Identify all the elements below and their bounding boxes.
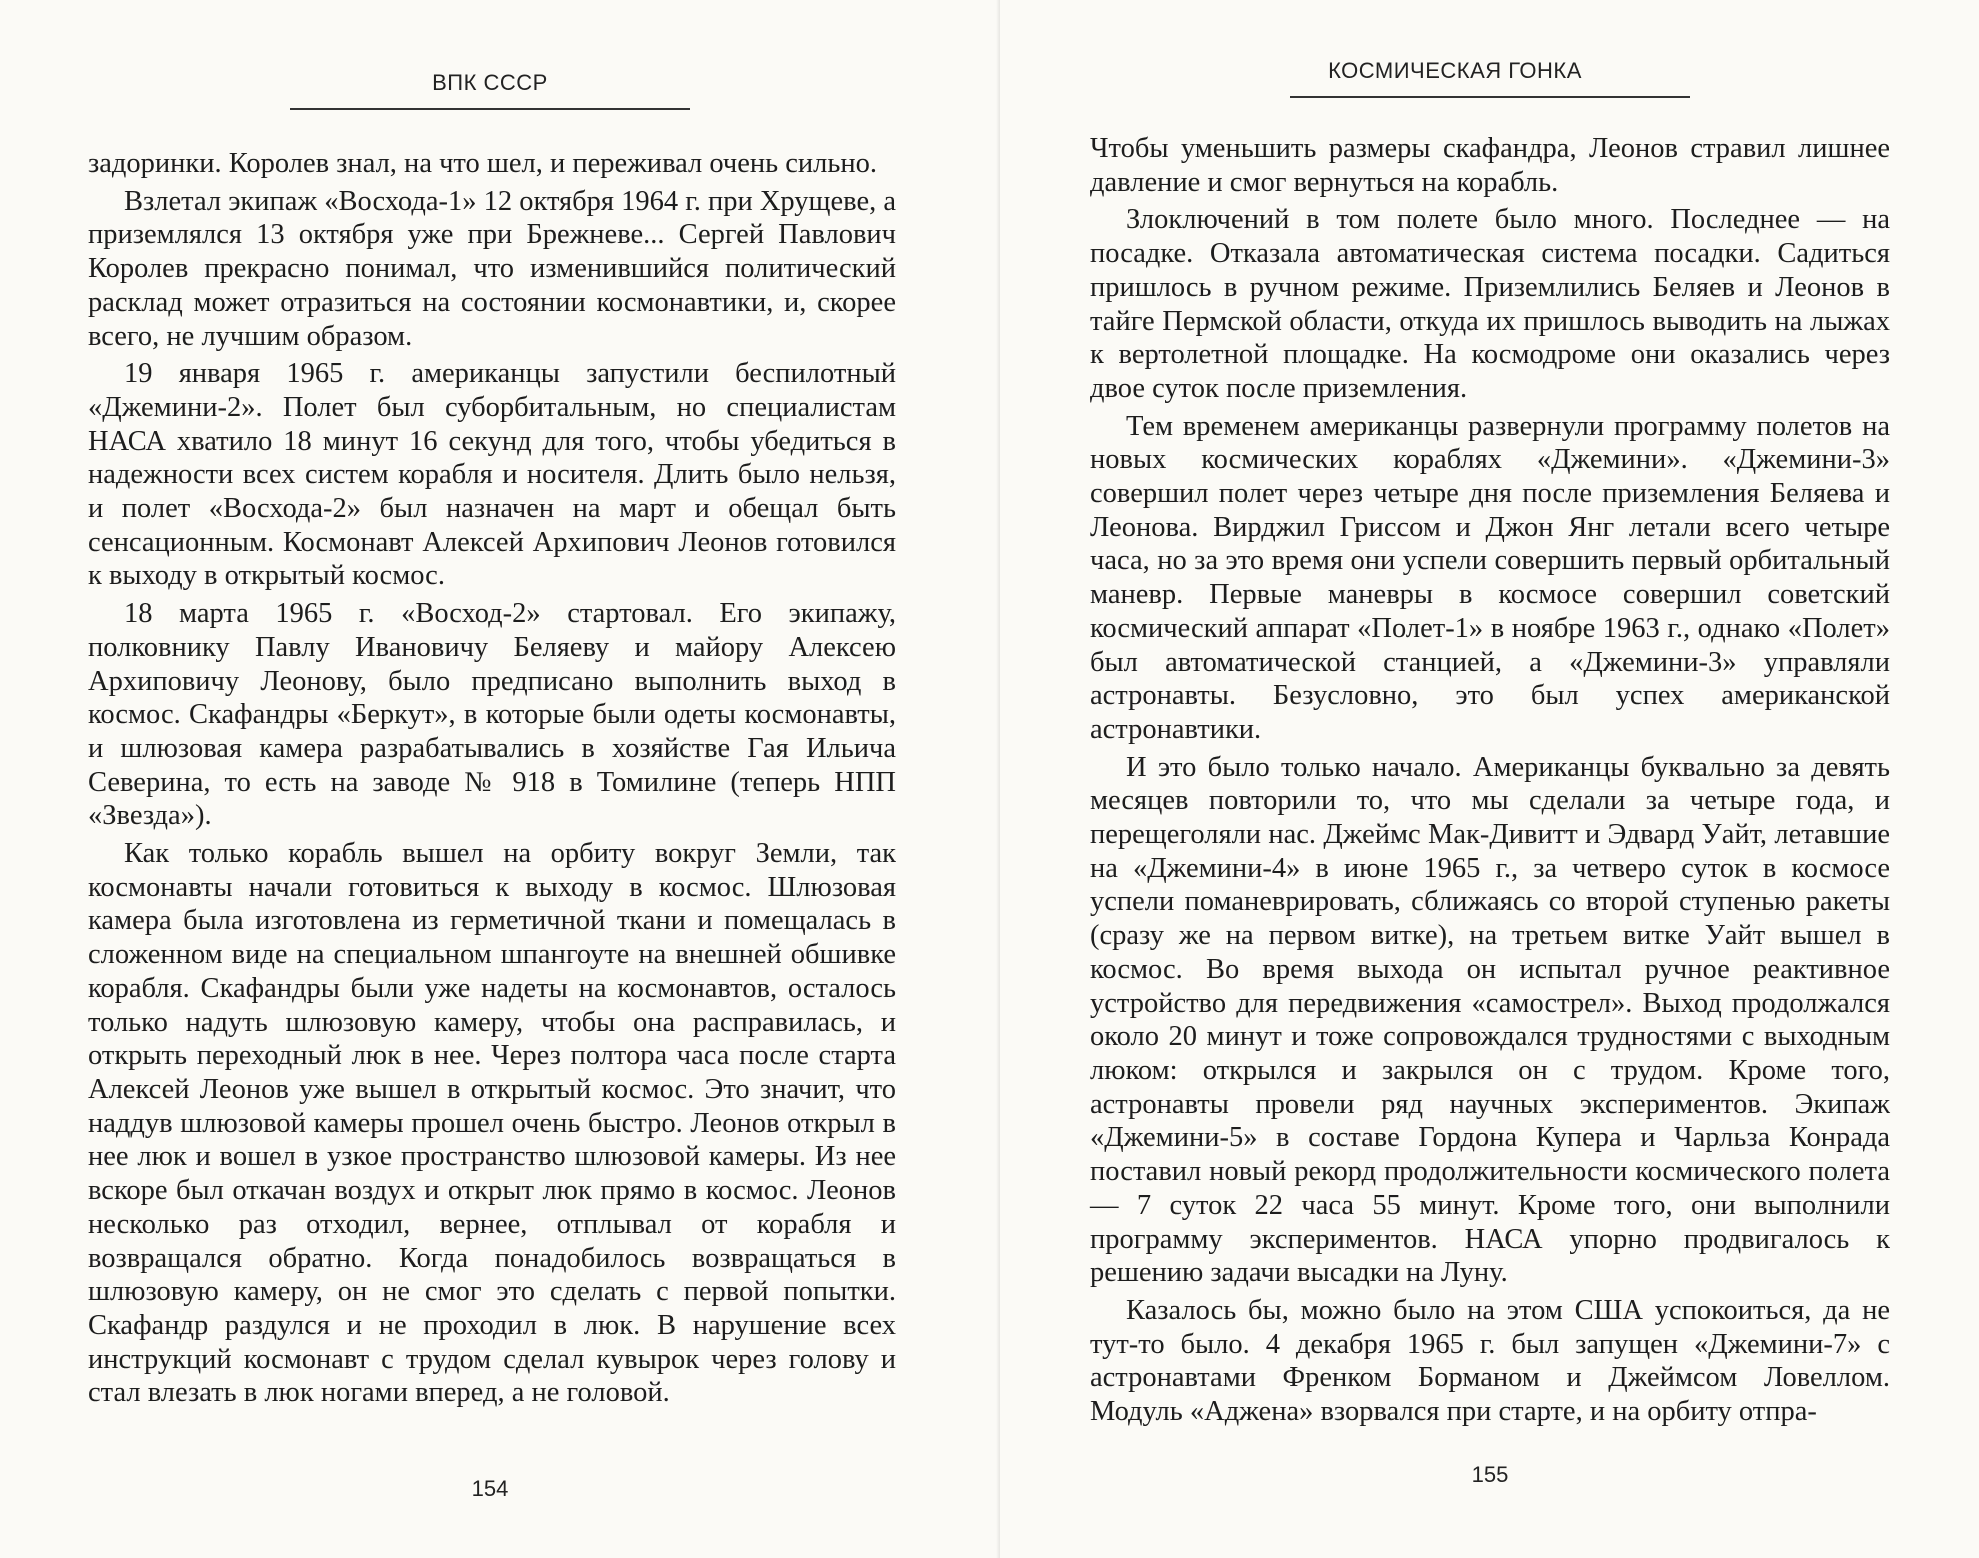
right-page [1000, 0, 1979, 1558]
paragraph: И это было только начало. Американцы буквально за девять месяцев повторили то, что мы сделали за четыре года, и перещеголяли нас. Джеймс Мак-Дивитт и Эдвард Уайт, летавшие на «Джемини-4» в июне 1965 г., за четверо суток в космосе успели поманеврировать, сближаясь со второй ступенью ракеты (сразу же на первом витке), на третьем витке Уайт вышел в космос. Во время выхода он испытал ручное реактивное устройство для передвижения «самострел». Выход продолжался около 20 минут и тоже сопровождался трудностями с выходным люком: открылся и закрылся он с трудом. Кроме того, астронавты провели ряд научных экспериментов. Экипаж «Джемини-5» в составе Гордона Купера и Чарльза Конрада поставил новый рекорд продолжительности космического полета — 7 суток 22 часа 55 минут. Кроме того, они выполнили программу экспериментов. НАСА упорно продвигалось к решению задачи высадки на Луну. [1090, 751, 1890, 1289]
body-text-right [1090, 132, 1890, 1433]
body-text-left [88, 147, 896, 1414]
running-head-left: ВПК СССР [432, 70, 548, 95]
paragraph: 18 марта 1965 г. «Восход-2» стартовал. Его экипажу, полковнику Павлу Ивановичу Беляеву и майору Алексею Архиповичу Леонову, было предписано выполнить выход в космос. Скафандры «Беркут», в которые были одеты космонавты, и шлюзовая камера разрабатывались в хозяйстве Гая Ильича Северина, то есть на заводе № 918 в Томилине (теперь НПП «Звезда»). [88, 598, 896, 832]
paragraph: Тем временем американцы развернули программу полетов на новых космических кораблях «Джемини». «Джемини-3» совершил полет через четыре дня после приземления Беляева и Леонова. Вирджил Гриссом и Джон Янг летали всего четыре часа, но за это время они успели совершить первый орбитальный маневр. Первые маневры в космосе совершил советский космический аппарат «Полет-1» в ноябре 1963 г., однако «Полет» был автоматической станцией, а «Джемини-3» управляли астронавты. Безусловно, это был успех американской астронавтики. [1090, 410, 1890, 745]
page-number-left: 154 [471, 1476, 509, 1501]
running-head-right: КОСМИЧЕСКАЯ ГОНКА [1328, 58, 1582, 83]
paragraph: 19 января 1965 г. американцы запустили беспилотный «Джемини-2». Полет был суборбитальным, но специалистам НАСА хватило 18 минут 16 секунд для того, чтобы убедиться в надежности всех систем корабля и носителя. Длить было нельзя, и полет «Восхода-2» был назначен на март и обещал быть сенсационным. Космонавт Алексей Архипович Леонов готовился к выходу в открытый космос. [88, 358, 896, 592]
paragraph: задоринки. Королев знал, на что шел, и переживал очень сильно. [88, 148, 878, 179]
page-number-right: 155 [1471, 1462, 1509, 1487]
paragraph: Чтобы уменьшить размеры скафандра, Леонов стравил лишнее давление и смог вернуться на корабль. [1090, 133, 1890, 198]
paragraph: Казалось бы, можно было на этом США успокоиться, да не тут-то было. 4 декабря 1965 г. был запущен «Джемини-7» с астронавтами Френком Борманом и Джеймсом Ловеллом. Модуль «Аджена» взорвался при старте, и на орбиту отпра- [1090, 1294, 1890, 1428]
paragraph: Злоключений в том полете было много. Последнее — на посадке. Отказала автоматическая система посадки. Садиться пришлось в ручном режиме. Приземлились Беляев и Леонов в тайге Пермской области, откуда их пришлось выводить на лыжах к вертолетной площадке. На космодроме они оказались через двое суток после приземления. [1090, 204, 1890, 404]
paragraph: Как только корабль вышел на орбиту вокруг Земли, так космонавты начали готовиться к выходу в космос. Шлюзовая камера была изготовлена из герметичной ткани и помещалась в сложенном виде на специальном шпангоуте на внешней обшивке корабля. Скафандры были уже надеты на космонавтов, осталось только надуть шлюзовую камеру, чтобы она расправилась, и открыть переходный люк в нее. Через полтора часа после старта Алексей Леонов уже вышел в открытый космос. Это значит, что наддув шлюзовой камеры прошел очень быстро. Леонов открыл в нее люк и вошел в узкое пространство шлюзовой камеры. Из нее вскоре был откачан воздух и открыт люк прямо в космос. Леонов несколько раз отходил, вернее, отплывал от корабля и возвращался обратно. Когда понадобилось возвращаться в шлюзовую камеру, он не смог это сделать с первой попытки. Скафандр раздулся и не проходил в люк. В нарушение всех инструкций космонавт с трудом сделал кувырок через голову и стал влезать в люк ногами вперед, а не головой. [88, 838, 896, 1409]
running-head-rule-left [290, 108, 690, 110]
paragraph: Взлетал экипаж «Восхода-1» 12 октября 1964 г. при Хрущеве, а приземлялся 13 октября уже при Брежневе... Сергей Павлович Королев прекрасно понимал, что изменившийся политический расклад может отразиться на состоянии космонавтики, и, скорее всего, не лучшим образом. [88, 185, 896, 352]
running-head-rule-right [1290, 96, 1690, 98]
